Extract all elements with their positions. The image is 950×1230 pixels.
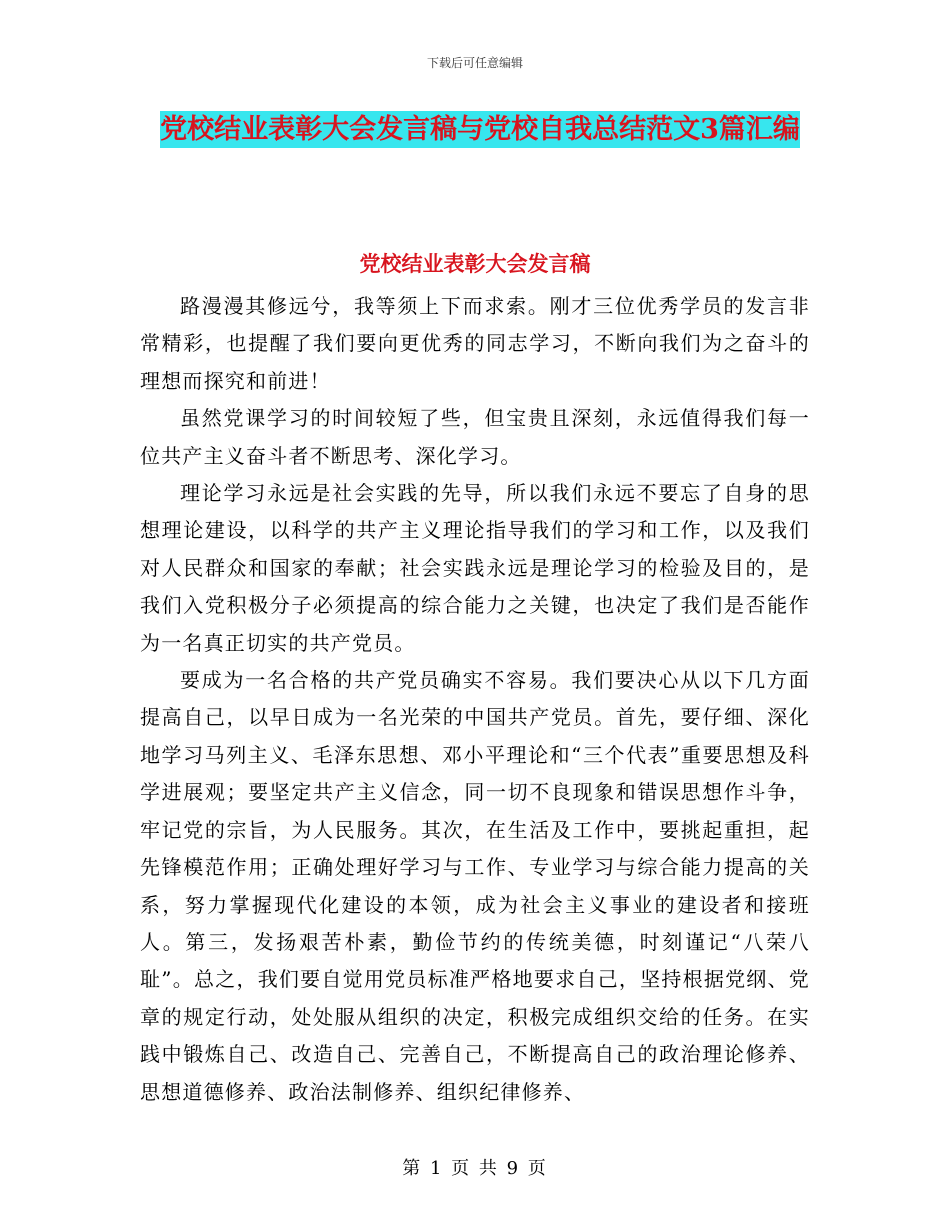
paragraph: 要成为一名合格的共产党员确实不容易。我们要决心从以下几方面提高自己，以早日成为一名光荣的中国共产党员。首先，要仔细、深化地学习马列主义、毛泽东思想、邓小平理论和“三个代表”重要思想及科学进展观；要坚定共产主义信念，同一切不良现象和错误思想作斗争，牢记党的宗旨，为人民服务。其次，在生活及工作中，要挑起重担，起先锋模范作用；正确处理好学习与工作、专业学习与综合能力提高的关系，努力掌握现代化建设的本领，成为社会主义事业的建设者和接班人。第三，发扬艰苦朴素，勤俭节约的传统美德，时刻谨记“八荣八耻”。总之，我们要自觉用党员标准严格地要求自己，坚持根据党纲、党章的规定行动，处处服从组织的决定，积极完成组织交给的任务。在实践中锻炼自己、改造自己、完善自己，不断提高自己的政治理论修养、思想道德修养、政治法制修养、组织纪律修养、 — [140, 668, 810, 1104]
document-title — [140, 104, 820, 156]
paragraph: 理论学习永远是社会实践的先导，所以我们永远不要忘了自身的思想理论建设，以科学的共产主义理论指导我们的学习和工作，以及我们对人民群众和国家的奉献；社会实践永远是理论学习的检验及目的，是我们入党积极分子必须提高的综合能力之关键，也决定了我们是否能作为一名真正切实的共产党员。 — [140, 481, 810, 655]
paragraph: 虽然党课学习的时间较短了些，但宝贵且深刻，永远值得我们每一位共产主义奋斗者不断思考、深化学习。 — [140, 406, 810, 468]
page-number-footer: 第 1 页 共 9 页 — [402, 1158, 548, 1179]
header-note: 下载后可任意编辑 — [426, 56, 523, 70]
document-body — [140, 288, 810, 1111]
paragraph: 路漫漫其修远兮，我等须上下而求索。刚才三位优秀学员的发言非常精彩，也提醒了我们要向更优秀的同志学习，不断向我们为之奋斗的理想而探究和前进！ — [140, 294, 810, 393]
section-title: 党校结业表彰大会发言稿 — [359, 251, 591, 276]
document-title-text: 党校结业表彰大会发言稿与党校自我总结范文3篇汇编 — [160, 111, 800, 148]
